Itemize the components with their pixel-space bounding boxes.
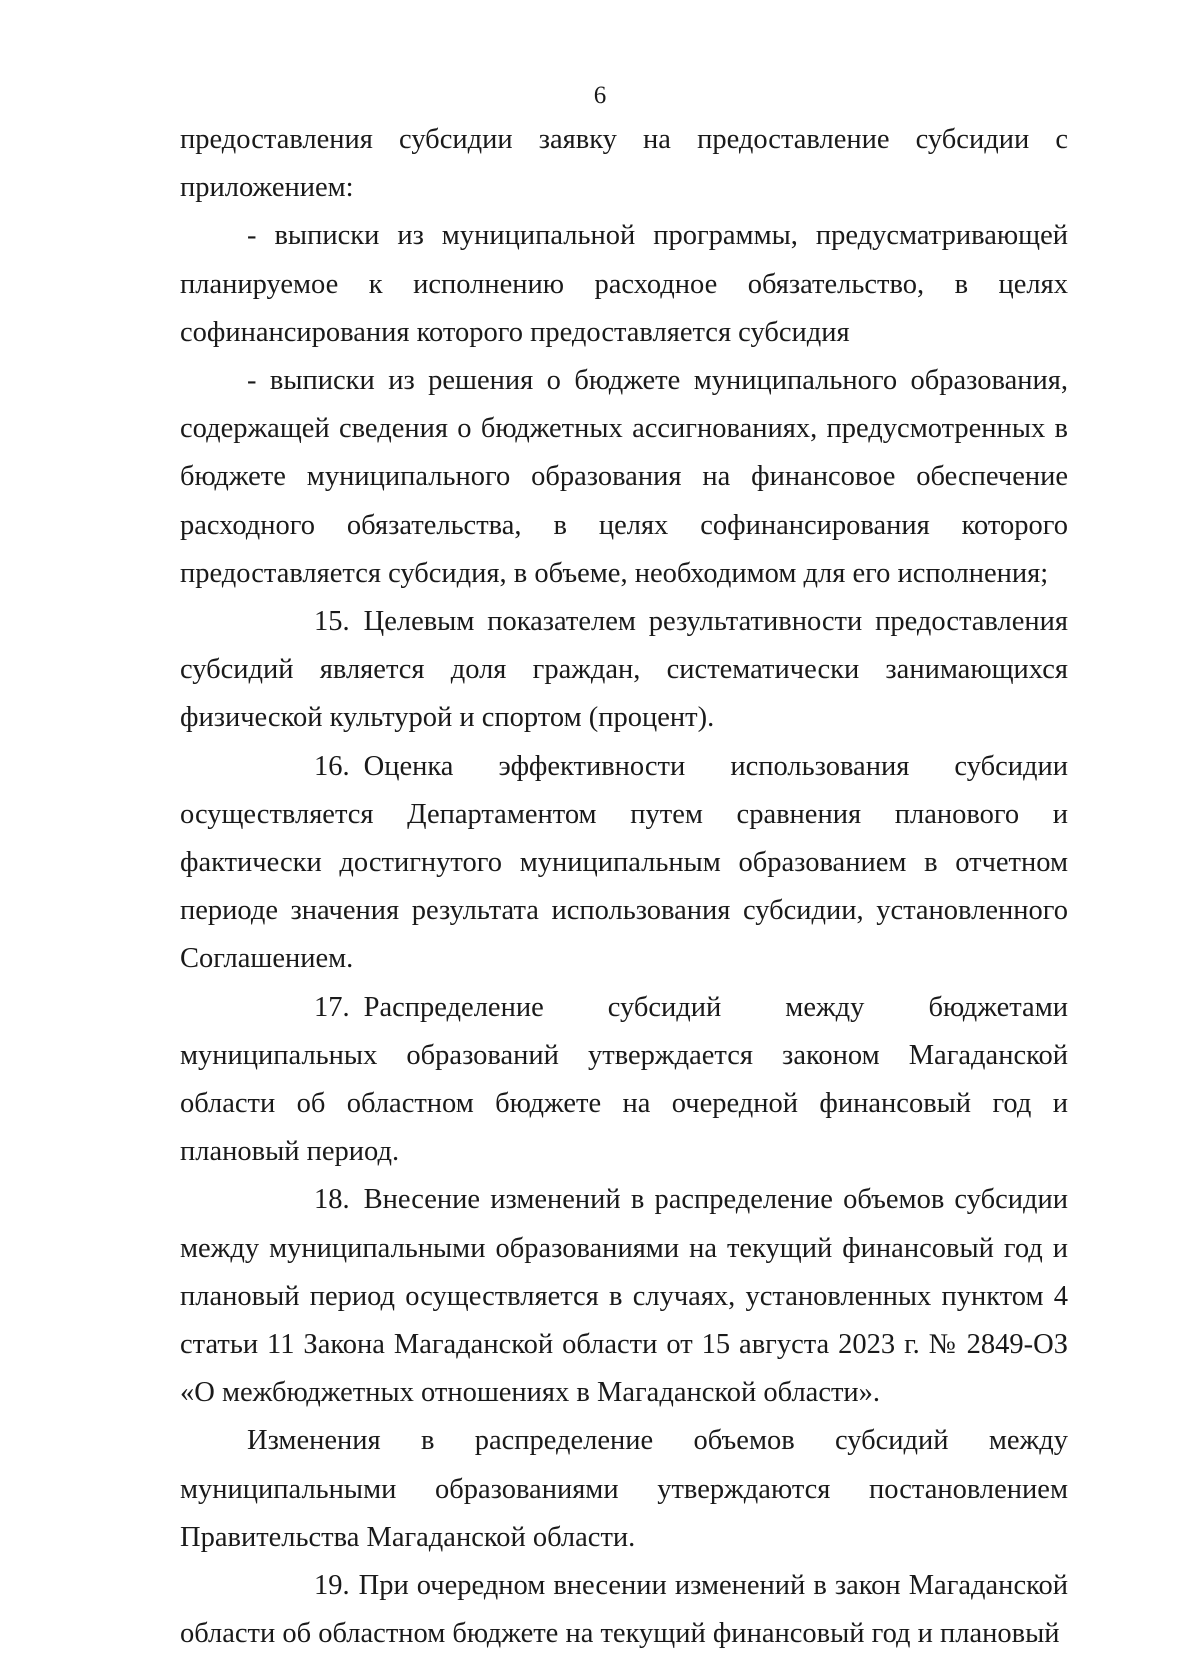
paragraph-extract-budget: - выписки из решения о бюджете муниципального образования, содержащей сведения о бюджетных ассигнованиях, предусмотренных в бюджете муниципального образования на финансовое обеспечение расходного обязательства, в целях софинансирования которого предоставляется субсидия, в объеме, необходимом для его исполнения; [180, 365, 1068, 589]
page-number: 6 [593, 82, 607, 109]
paragraph-extract-program: - выписки из муниципальной программы, предусматривающей планируемое к исполнению расходное обязательство, в целях софинансирования которого предоставляется субсидия [180, 220, 1068, 348]
document-body [180, 116, 1068, 1659]
paragraph-17 [180, 984, 1068, 1177]
paragraph-18 [180, 1176, 1068, 1417]
clause-number-16: 16. [314, 750, 350, 782]
clause-number-17: 17. [314, 991, 350, 1023]
clause-number-18: 18. [314, 1184, 350, 1216]
paragraph-16 [180, 743, 1068, 984]
clause-number-15: 15. [314, 606, 350, 638]
clause-number-19: 19. [314, 1570, 350, 1602]
clause-text-18: Внесение изменений в распределение объемов субсидии между муниципальными образованиями на текущий финансовый год и плановый период осуществляется в случаях, установленных пунктом 4 статьи 11 Закона Магаданской области от 15 августа 2023 г. № 2849-ОЗ «О межбюджетных отношениях в Магаданской области». [180, 1184, 1068, 1409]
paragraph-18-changes: Изменения в распределение объемов субсидий между муниципальными образованиями утверждаются постановлением Правительства Магаданской области. [180, 1425, 1068, 1553]
clause-text-17: Распределение субсидий между бюджетами муниципальных образований утверждается законом Магаданской области об областном бюджете на очередной финансовый год и плановый период. [180, 991, 1068, 1168]
paragraph-continuation: предоставления субсидии заявку на предоставление субсидии с приложением: [180, 124, 1068, 204]
clause-text-19: При очередном внесении изменений в закон Магаданской области об областном бюджете на текущий финансовый год и плановый [180, 1570, 1068, 1650]
clause-text-16: Оценка эффективности использования субсидии осуществляется Департаментом путем сравнения планового и фактически достигнутого муниципальным образованием в отчетном периоде значения результата использования субсидии, установленного Соглашением. [180, 750, 1068, 975]
paragraph-19 [180, 1562, 1068, 1658]
paragraph-15 [180, 598, 1068, 743]
clause-text-15: Целевым показателем результативности предоставления субсидий является доля граждан, систематически занимающихся физической культурой и спортом (процент). [180, 606, 1068, 734]
